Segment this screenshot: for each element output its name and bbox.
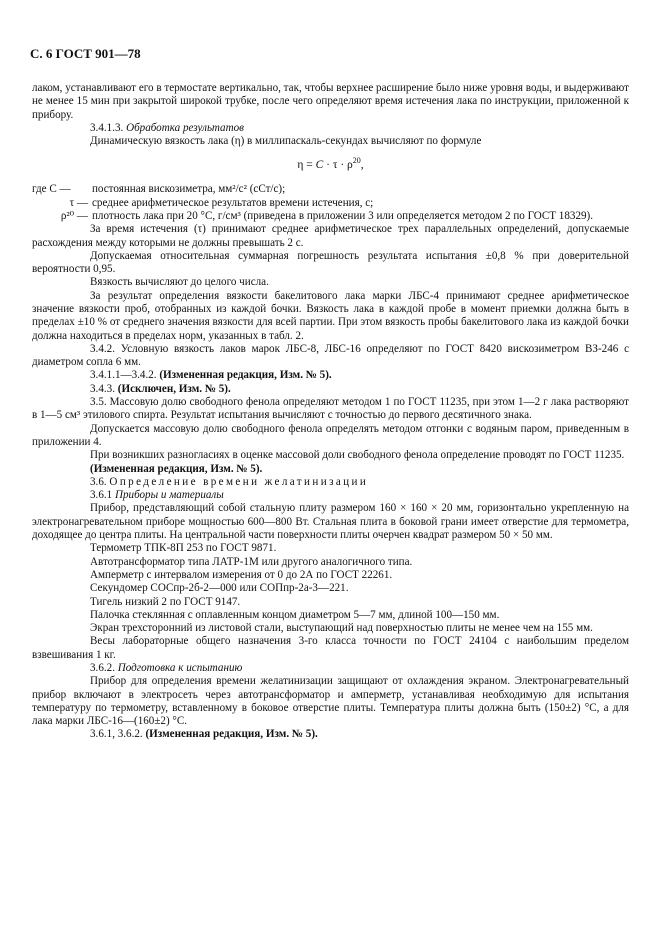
subsection-number: 3.6.2. [90, 662, 115, 674]
definition-text: плотность лака при 20 °С, г/см³ (приведена в приложении 3 или определяется методом 2 по ГОСТ 18329). [92, 209, 594, 222]
formula-constant: C [315, 159, 324, 172]
definition-row [32, 210, 629, 223]
paragraph: Прибор для определения времени желатинизации защищают от охлаждения экраном. Электронагревательный прибор включают в электросеть через автотрансформатор и амперметр, устанавливая необходимую для испытания температуру по термометру, вставленному в боковое отверстие плиты. Температура плиты должна быть (150±2) °С, а для лака марки ЛБС-16—(160±2) °С. [32, 675, 629, 728]
amendment-text: (Исключен, Изм. № 5). [117, 382, 231, 395]
formula-lhs: η = [297, 159, 316, 172]
paragraph: При возникших разногласиях в оценке массовой доли свободного фенола определение проводят по ГОСТ 11235. [90, 449, 625, 462]
formula-mid: · τ · ρ [323, 159, 353, 172]
paragraph: 3.4.2. Условную вязкость лаков марок ЛБС-8, ЛБС-16 определяют по ГОСТ 8420 вискозиметром ВЗ-246 с диаметром сопла 6 мм. [32, 342, 629, 369]
list-item: Термометр ТПК-8П 253 по ГОСТ 9871. [90, 542, 277, 555]
paragraph: За время истечения (τ) принимают среднее арифметическое трех параллельных определений, допускаемые расхождения между которыми не должны превышать 2 с. [32, 223, 629, 249]
definition-label: где C — [32, 183, 71, 196]
definition-row [32, 183, 629, 196]
subsection-title: Подготовка к испытанию [117, 662, 243, 674]
paragraph: За результат определения вязкости бакелитового лака марки ЛБС-4 принимают среднее арифметическое значение вязкости проб, отобранных из каждой бочки. Вязкость лака в каждой пробе в момент приемки должна быть в пределах ±10 % от среднего значения вязкости для всей партии. При этом вязкость пробы бакелитового лака из каждой бочки должна находиться в пределах норм, указанных в табл. 2. [32, 289, 629, 342]
list-item: Автотрансформатор типа ЛАТР-1М или другого аналогичного типа. [90, 555, 413, 568]
section-heading [32, 476, 629, 489]
section-title: Определение времени желатинизации [109, 475, 369, 488]
subsection-heading [32, 489, 629, 502]
paragraph: Динамическую вязкость лака (η) в миллипаскаль-секундах вычисляют по формуле [90, 135, 482, 148]
definition-text: среднее арифметическое результатов времени истечения, с; [92, 196, 374, 209]
amendment-text: (Измененная редакция, Изм. № 5). [145, 728, 318, 741]
definition-text: постоянная вискозиметра, мм²/с² (сСт/с); [92, 183, 286, 196]
formula [32, 156, 629, 171]
amendment-text: (Измененная редакция, Изм. № 5). [159, 369, 332, 382]
amendment-note: (Измененная редакция, Изм. № 5). [90, 462, 263, 475]
subsection-title: Обработка результатов [126, 121, 244, 134]
definition-row [32, 197, 629, 210]
page-header: С. 6 ГОСТ 901—78 [30, 46, 141, 61]
paragraph: Вязкость вычисляют до целого числа. [90, 276, 269, 289]
definition-label: ρ²⁰ — [60, 209, 88, 222]
list-item: Экран трехсторонний из листовой стали, выступающий над поверхностью плиты не менее чем на 155 мм. [90, 622, 593, 635]
subsection-number: 3.4.1.3. [90, 121, 124, 134]
paragraph: 3.5. Массовую долю свободного фенола определяют методом 1 по ГОСТ 11235, при этом 1—2 г лака растворяют в 1—5 см³ этилового спирта. Результат испытания вычисляют с точностью до первого десятичного знака. [32, 396, 629, 422]
formula-end: , [360, 159, 364, 172]
list-item: Весы лабораторные общего назначения 3-го класса точности по ГОСТ 24104 с наибольшим пределом взвешивания 1 кг. [32, 635, 629, 661]
list-item: Палочка стеклянная с оплавленным концом диаметром 5—7 мм, длиной 100—150 мм. [90, 608, 500, 621]
amendment-number: 3.6.1, 3.6.2. [90, 728, 143, 741]
list-item: Тигель низкий 2 по ГОСТ 9147. [90, 595, 241, 608]
paragraph: Допускаемая относительная суммарная погрешность результата испытания ±0,8 % при доверительной вероятности 0,95. [32, 249, 629, 276]
amendment-note [32, 728, 629, 741]
subsection-heading [32, 662, 629, 675]
list-item: Амперметр с интервалом измерения от 0 до 2А по ГОСТ 22261. [90, 568, 393, 581]
amendment-note [32, 369, 629, 382]
amendment-number: 3.4.1.1—3.4.2. [90, 369, 157, 382]
subsection-title: Приборы и материалы [114, 489, 224, 502]
amendment-number: 3.4.3. [90, 382, 115, 395]
subsection-number: 3.6.1 [90, 489, 113, 502]
definition-label: τ — [69, 196, 88, 209]
section-number: 3.6. [90, 475, 107, 488]
amendment-note [32, 383, 629, 396]
formula-superscript: 20 [352, 156, 361, 166]
list-item: Секундомер СОСпр-2б-2—000 или СОПпр-2а-3—221. [90, 582, 349, 595]
paragraph: лаком, устанавливают его в термостате вертикально, так, чтобы верхнее расширение было ниже уровня воды, и выдерживают не менее 15 мин при закрытой широкой трубке, после чего определяют время истечения лака по инструкции, приложенной к прибору. [32, 82, 629, 121]
paragraph: Допускается массовую долю свободного фенола определять методом отгонки с водяным паром, приведенным в приложении 4. [32, 422, 629, 448]
subsection-heading [32, 122, 629, 135]
paragraph: Прибор, представляющий собой стальную плиту размером 160 × 160 × 20 мм, горизонтально укрепленную на электронагревательном приборе мощностью 600—800 Вт. Стальная плита в боковой грани имеет отверстие для термометра, доходящее до центра плиты. На центральной части поверхности плиты очерчен квадрат размером 50 × 50 мм. [32, 502, 629, 542]
